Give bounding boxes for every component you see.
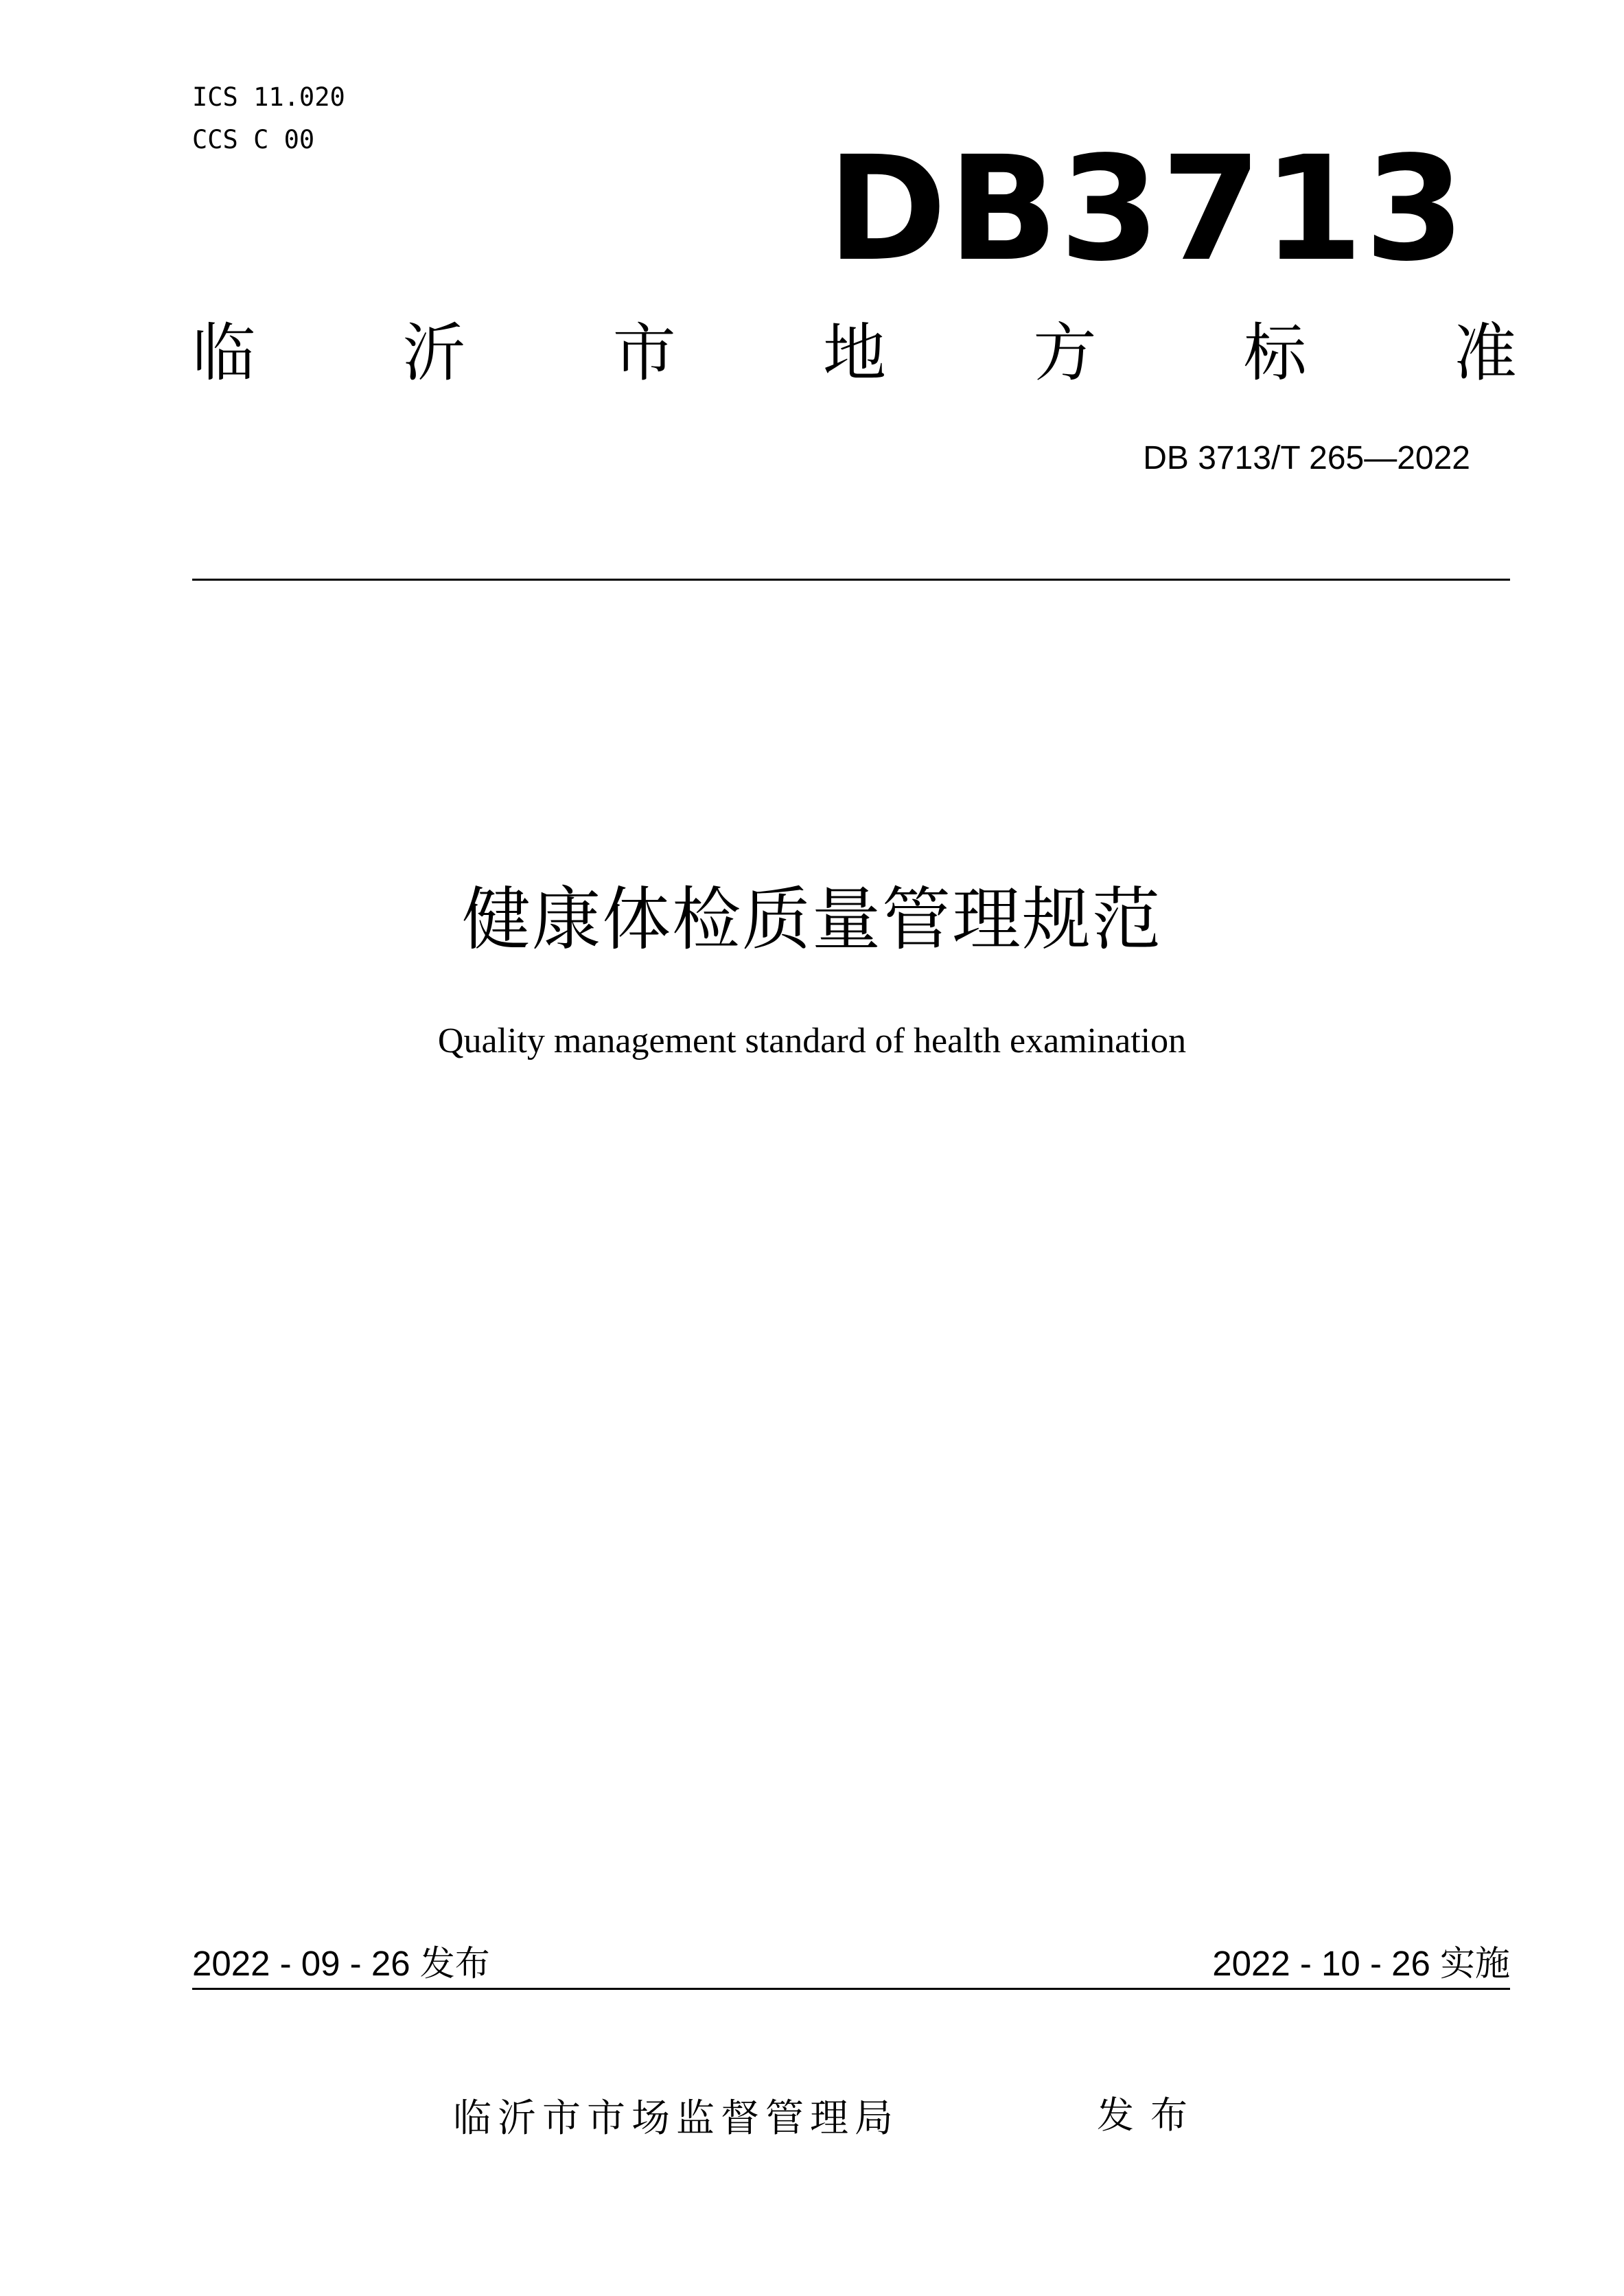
standard-type-char: 方 — [1033, 316, 1097, 390]
bottom-divider — [192, 1988, 1510, 1990]
issue-date: 2022 - 09 - 26 发布 — [192, 1944, 490, 1983]
title-english: Quality management standard of health examination — [437, 1021, 1187, 1060]
top-divider — [192, 579, 1510, 581]
standard-type-char: 地 — [822, 316, 886, 390]
ccs-code: CCS C 00 — [192, 125, 315, 154]
ics-code: ICS 11.020 — [192, 82, 345, 112]
standard-type-char: 沂 — [402, 316, 466, 390]
standard-type-char: 标 — [1243, 316, 1307, 390]
implementation-date: 2022 - 10 - 26 实施 — [1212, 1944, 1510, 1983]
standard-type-char: 准 — [1453, 316, 1517, 390]
standard-type-char: 临 — [192, 316, 256, 390]
db-logo: DB3713 — [827, 125, 1466, 293]
standard-type-char: 市 — [612, 316, 676, 390]
publisher-name: 临沂市市场监督管理局 — [453, 2096, 899, 2141]
publish-label: 发布 — [1097, 2094, 1204, 2137]
standard-type-heading — [192, 316, 1517, 391]
title-chinese: 健康体检质量管理规范 — [462, 879, 1162, 960]
standard-number: DB 3713/T 265—2022 — [1143, 440, 1470, 476]
